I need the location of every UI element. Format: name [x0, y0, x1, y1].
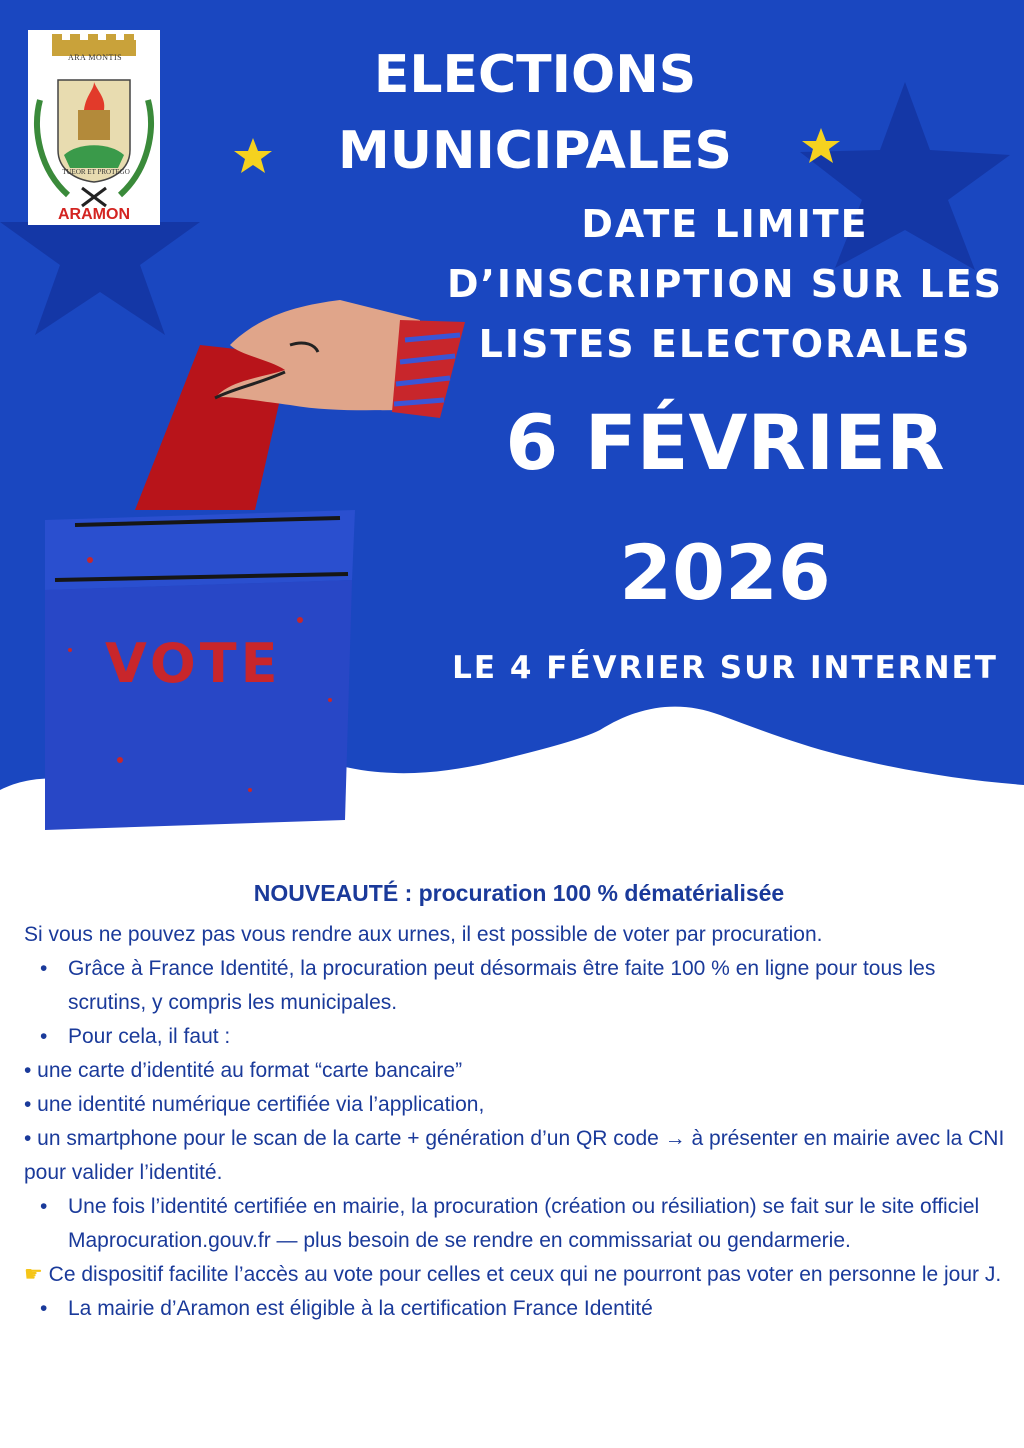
- deadline-date-line-1: 6 FÉVRIER: [505, 398, 945, 487]
- bullet-item: [24, 1190, 1014, 1258]
- bullet-item: [24, 1020, 1014, 1054]
- deadline-line-2: D’INSCRIPTION SUR LES: [446, 262, 1004, 306]
- bullet-text: Une fois l’identité certifiée en mairie, la procuration (création ou résiliation) se fait sur le site officiel Maprocuration.gouv.fr — plus besoin de se rendre en commissariat ou gendarmerie.: [68, 1195, 980, 1252]
- deadline-date-line-2: 2026: [619, 528, 831, 617]
- logo-motto-top: ARA MONTIS: [67, 53, 123, 62]
- bullet-text: La mairie d’Aramon est éligible à la certification France Identité: [68, 1297, 653, 1320]
- info-intro: Si vous ne pouvez pas vous rendre aux urnes, il est possible de voter par procuration.: [24, 923, 823, 946]
- logo-town-name: ARAMON: [58, 206, 130, 223]
- vote-label: VOTE: [105, 632, 282, 695]
- info-title: NOUVEAUTÉ : procuration 100 % dématérialisée: [253, 880, 785, 906]
- title-line-2: MUNICIPALES: [337, 121, 733, 181]
- requirement-1: • une carte d’identité au format “carte bancaire”: [24, 1059, 463, 1082]
- pointing-hand-icon: ☛: [24, 1263, 43, 1286]
- deadline-internet: LE 4 FÉVRIER SUR INTERNET: [452, 650, 998, 686]
- logo-motto-bottom: TUEOR ET PROTEGO: [62, 168, 130, 176]
- bullet-dot-icon: •: [40, 1195, 48, 1218]
- deadline-line-3: LISTES ELECTORALES: [478, 322, 972, 366]
- title-line-1: ELECTIONS: [373, 45, 697, 105]
- bullet-dot-icon: •: [40, 1297, 48, 1320]
- requirement-3: • un smartphone pour le scan de la carte + génération d’un QR code → à présenter en mairie avec la CNI pour valider l’identité.: [24, 1127, 1005, 1184]
- bullet-item: [24, 1292, 1014, 1326]
- pointer-text: Ce dispositif facilite l’accès au vote pour celles et ceux qui ne pourront pas voter en personne le jour J.: [48, 1263, 1002, 1286]
- bullet-dot-icon: •: [40, 957, 48, 980]
- requirement-2: • une identité numérique certifiée via l’application,: [24, 1093, 485, 1116]
- info-text: [24, 918, 1014, 1326]
- bullet-text: Grâce à France Identité, la procuration peut désormais être faite 100 % en ligne pour tous les scrutins, y compris les municipales.: [68, 957, 936, 1014]
- pointer-paragraph: [24, 1258, 1014, 1292]
- bullet-dot-icon: •: [40, 1025, 48, 1048]
- bullet-item: [24, 952, 1014, 1020]
- bullet-text: Pour cela, il faut :: [68, 1025, 231, 1048]
- deadline-line-1: DATE LIMITE: [581, 202, 869, 246]
